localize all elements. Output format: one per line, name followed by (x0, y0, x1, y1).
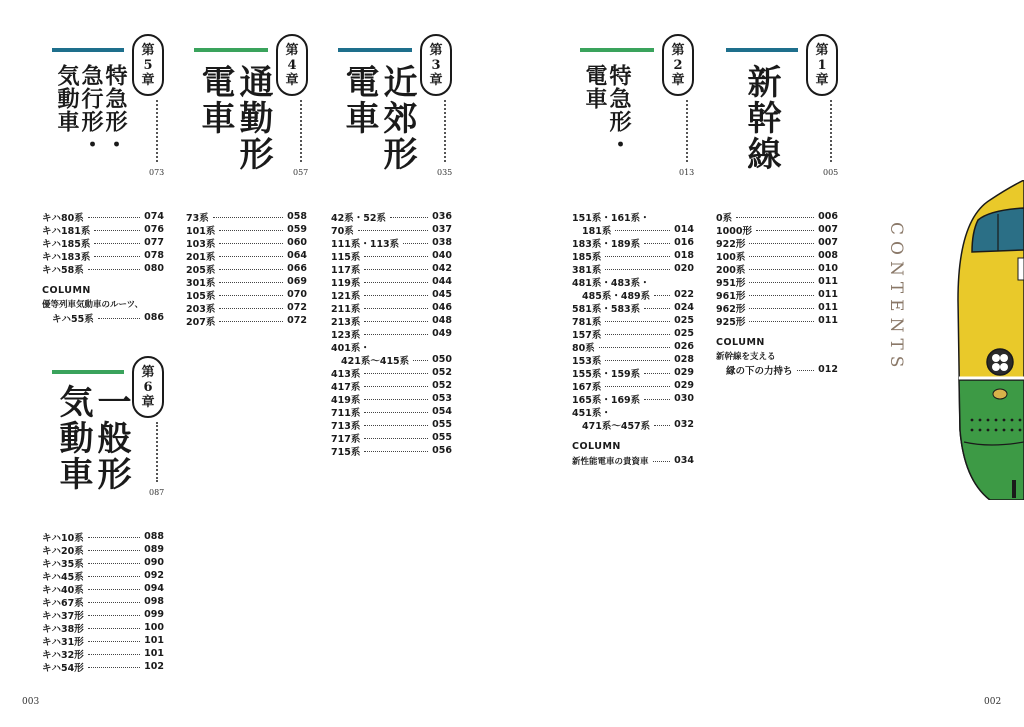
chapter-2-dotline (686, 100, 688, 162)
chapter-6-badge: 第 6 章 (132, 356, 164, 418)
toc-entry[interactable]: 962形 011 (716, 302, 838, 315)
toc-entry[interactable]: 713系 055 (331, 419, 452, 432)
toc-entry[interactable]: キハ80系 074 (42, 211, 164, 224)
toc-entry[interactable]: 419系 053 (331, 393, 452, 406)
toc-entry[interactable]: キハ181系 076 (42, 224, 164, 237)
toc-entry[interactable]: キハ37形 099 (42, 609, 164, 622)
toc-entry[interactable]: 381系 020 (572, 263, 694, 276)
toc-entry[interactable]: キハ67系 098 (42, 596, 164, 609)
toc-entry[interactable]: 922形 007 (716, 237, 838, 250)
toc-entry[interactable]: 119系 044 (331, 276, 452, 289)
chapter-2-rule (580, 48, 654, 52)
toc-entry[interactable]: 421系〜415系 050 (341, 354, 452, 367)
toc-entry[interactable]: 167系 029 (572, 380, 694, 393)
toc-entry[interactable]: 155系・159系 029 (572, 367, 694, 380)
toc-entry[interactable]: 451系・ (572, 407, 611, 419)
column-heading: COLUMN (716, 337, 765, 348)
chapter-4-list (186, 210, 307, 327)
toc-entry[interactable]: キハ20系 089 (42, 544, 164, 557)
toc-entry[interactable]: 80系 026 (572, 341, 694, 354)
toc-entry[interactable]: 213系 048 (331, 315, 452, 328)
shinkansen-illustration (950, 180, 1024, 500)
chapter-6-title: 一般形気動車 (53, 384, 131, 492)
toc-entry[interactable]: キハ58系 080 (42, 263, 164, 276)
toc-entry[interactable]: 117系 042 (331, 263, 452, 276)
toc-entry[interactable]: 100系 008 (716, 250, 838, 263)
chapter-4-title: 通勤形電車 (195, 64, 273, 172)
chapter-3-dotline (444, 100, 446, 162)
toc-entry[interactable]: 925形 011 (716, 315, 838, 328)
chapter-6-list (42, 530, 164, 673)
toc-entry[interactable]: キハ40系 094 (42, 583, 164, 596)
chapter-1-rule (726, 48, 798, 52)
chapter-2-list (572, 210, 694, 467)
toc-entry[interactable]: 481系・483系・ (572, 277, 650, 289)
toc-entry[interactable]: キハ45系 092 (42, 570, 164, 583)
toc-entry[interactable]: 200系 010 (716, 263, 838, 276)
chapter-2-page: 013 (679, 168, 695, 177)
chapter-4-badge: 第 4 章 (276, 34, 308, 96)
toc-entry[interactable]: 181系 014 (582, 224, 694, 237)
chapter-5-page: 073 (149, 168, 165, 177)
chapter-4-page: 057 (293, 168, 309, 177)
column-heading: COLUMN (42, 285, 91, 296)
toc-entry[interactable]: 121系 045 (331, 289, 452, 302)
chapter-6-rule (52, 370, 124, 374)
toc-entry[interactable]: 1000形 007 (716, 224, 838, 237)
left-folio: 003 (22, 697, 40, 707)
toc-entry[interactable]: キハ183系 078 (42, 250, 164, 263)
toc-entry[interactable]: 103系 060 (186, 237, 307, 250)
toc-entry[interactable]: 715系 056 (331, 445, 452, 458)
toc-entry[interactable]: 711系 054 (331, 406, 452, 419)
toc-entry[interactable]: 485系・489系 022 (582, 289, 694, 302)
chapter-3-page: 035 (437, 168, 453, 177)
toc-entry[interactable]: 961形 011 (716, 289, 838, 302)
column-entry[interactable]: 新性能電車の貴資車 034 (572, 455, 694, 467)
contents-heading: CONTENTS (886, 222, 906, 374)
chapter-3-list (331, 210, 452, 457)
chapter-4-rule (194, 48, 268, 52)
chapter-1-list (716, 210, 838, 376)
toc-entry[interactable]: キハ31形 101 (42, 635, 164, 648)
toc-entry[interactable]: 413系 052 (331, 367, 452, 380)
right-folio: 002 (984, 697, 1002, 707)
column-title-line: 新幹線を支える (716, 352, 776, 362)
toc-entry[interactable]: 73系 058 (186, 211, 307, 224)
chapter-6-dotline (156, 422, 158, 482)
toc-entry[interactable]: キハ54形 102 (42, 661, 164, 674)
toc-entry[interactable]: 781系 025 (572, 315, 694, 328)
toc-entry[interactable]: 471系〜457系 032 (582, 419, 694, 432)
chapter-5-rule (52, 48, 124, 52)
toc-entry[interactable]: 42系・52系 036 (331, 211, 452, 224)
chapter-3-rule (338, 48, 412, 52)
toc-entry[interactable]: キハ32形 101 (42, 648, 164, 661)
column-heading: COLUMN (572, 441, 621, 452)
toc-entry[interactable]: 105系 070 (186, 289, 307, 302)
toc-entry[interactable]: 115系 040 (331, 250, 452, 263)
toc-entry[interactable]: キハ10系 088 (42, 531, 164, 544)
toc-entry[interactable]: キハ185系 077 (42, 237, 164, 250)
chapter-5-badge: 第 5 章 (132, 34, 164, 96)
toc-entry[interactable]: 951形 011 (716, 276, 838, 289)
chapter-4-dotline (300, 100, 302, 162)
chapter-5-dotline (156, 100, 158, 162)
column-entry[interactable]: 縁の下の力持ち 012 (726, 364, 838, 377)
toc-entry[interactable]: 165系・169系 030 (572, 393, 694, 406)
chapter-1-page: 005 (823, 168, 839, 177)
toc-entry[interactable]: 151系・161系・ (572, 212, 650, 224)
chapter-5-list (42, 210, 164, 324)
chapter-1-title: 新幹線 (741, 64, 781, 172)
toc-entry[interactable]: 211系 046 (331, 302, 452, 315)
toc-entry[interactable]: キハ35系 090 (42, 557, 164, 570)
toc-entry[interactable]: 205系 066 (186, 263, 307, 276)
toc-entry[interactable]: キハ38形 100 (42, 622, 164, 635)
chapter-3-badge: 第 3 章 (420, 34, 452, 96)
toc-entry[interactable]: 301系 069 (186, 276, 307, 289)
toc-entry[interactable]: 0系 006 (716, 211, 838, 224)
column-title-line: 優等列車気動車のルーツ、 (42, 300, 144, 310)
toc-entry[interactable]: 101系 059 (186, 224, 307, 237)
toc-entry[interactable]: 203系 072 (186, 302, 307, 315)
toc-entry[interactable]: 207系 072 (186, 315, 307, 328)
toc-entry[interactable]: 417系 052 (331, 380, 452, 393)
toc-entry[interactable]: 717系 055 (331, 432, 452, 445)
chapter-3-title: 近郊形電車 (339, 64, 417, 172)
toc-entry[interactable]: 201系 064 (186, 250, 307, 263)
toc-entry[interactable]: 111系・113系 038 (331, 237, 452, 250)
toc-entry[interactable]: 401系・ (331, 342, 370, 354)
toc-entry[interactable]: 183系・189系 016 (572, 237, 694, 250)
column-entry[interactable]: キハ55系 086 (52, 312, 164, 325)
chapter-5-title: 特急形・急行形・気動車 (54, 64, 127, 156)
toc-entry[interactable]: 185系 018 (572, 250, 694, 263)
chapter-6-page: 087 (149, 488, 165, 497)
chapter-2-badge: 第 2 章 (662, 34, 694, 96)
toc-entry[interactable]: 581系・583系 024 (572, 302, 694, 315)
chapter-1-badge: 第 1 章 (806, 34, 838, 96)
toc-entry[interactable]: 70系 037 (331, 224, 452, 237)
toc-entry[interactable]: 157系 025 (572, 328, 694, 341)
toc-entry[interactable]: 123系 049 (331, 328, 452, 341)
chapter-1-dotline (830, 100, 832, 162)
chapter-2-title: 特急形・電車 (582, 64, 631, 156)
toc-entry[interactable]: 153系 028 (572, 354, 694, 367)
